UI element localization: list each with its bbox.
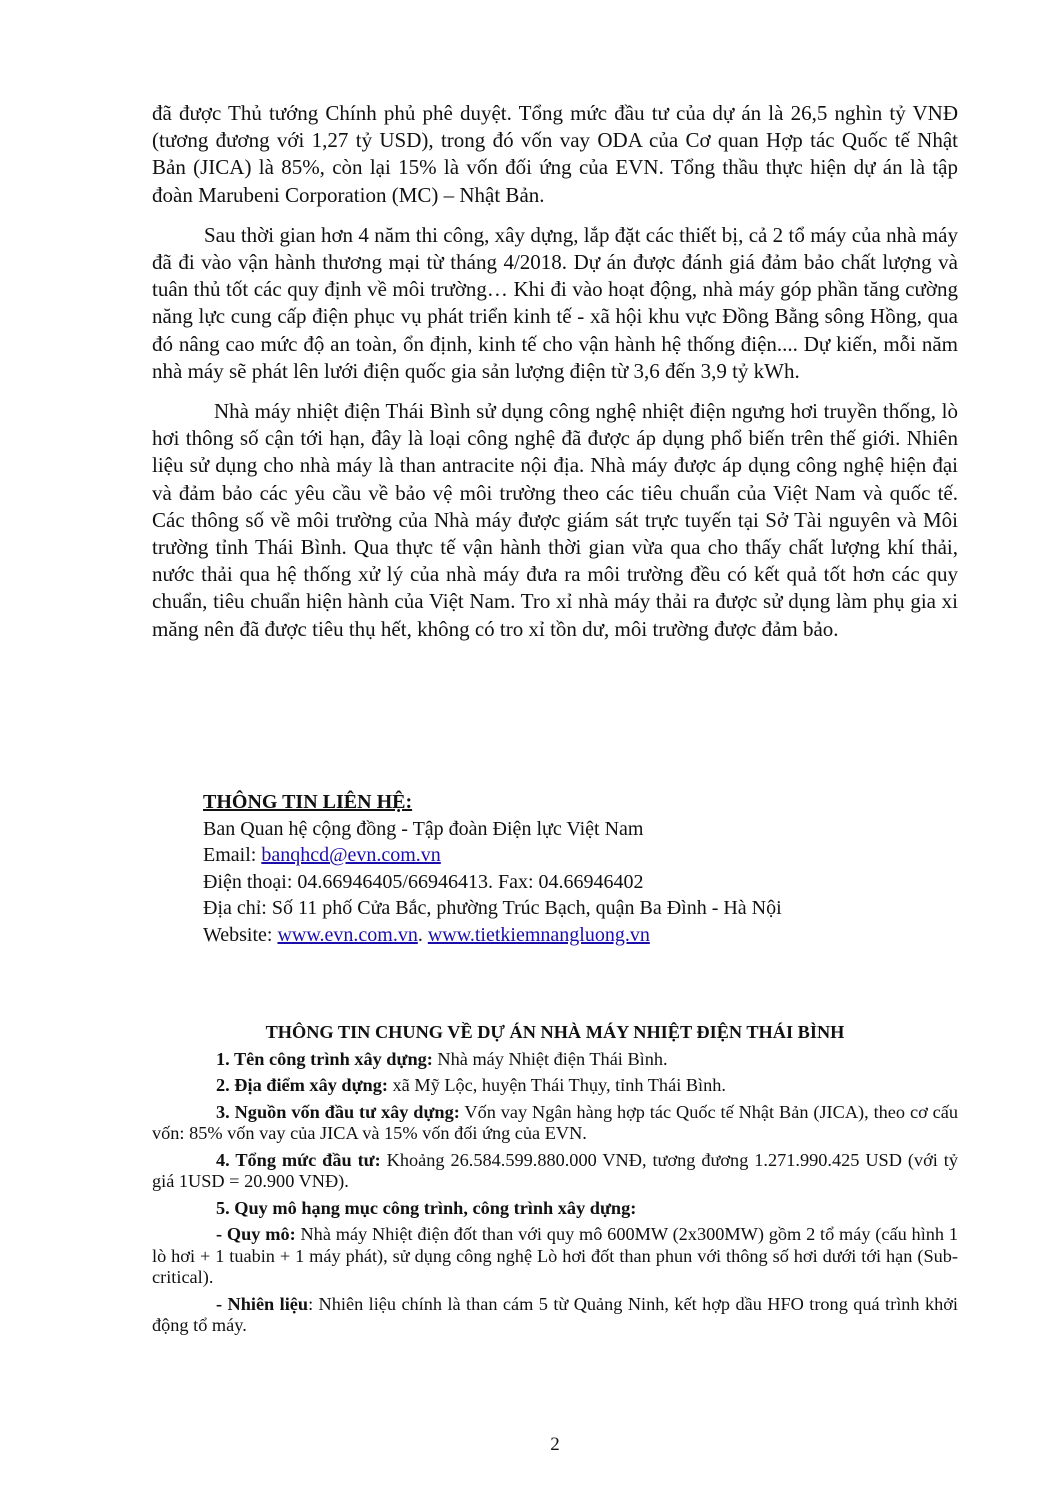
- project-heading: THÔNG TIN CHUNG VỀ DỰ ÁN NHÀ MÁY NHIỆT ĐIỆN THÁI BÌNH: [265, 1022, 845, 1042]
- item-text: Nhà máy Nhiệt điện Thái Bình.: [432, 1048, 668, 1069]
- item-label: 4. Tổng mức đầu tư:: [216, 1149, 381, 1170]
- project-item-name: [152, 1049, 958, 1071]
- website-link-tietkiem[interactable]: www.tietkiemnangluong.vn: [427, 923, 650, 946]
- item-text: : Nhiên liệu chính là than cám 5 từ Quảng Ninh, kết hợp dầu HFO trong quá trình khởi động tổ máy.: [152, 1293, 958, 1335]
- article-body: [152, 100, 958, 643]
- website-label: Website:: [203, 923, 278, 946]
- contact-info: [203, 789, 943, 948]
- item-label: 3. Nguồn vốn đầu tư xây dựng:: [216, 1101, 460, 1122]
- project-item-location: [152, 1075, 958, 1097]
- project-item-fuel: [152, 1294, 958, 1337]
- website-link-evn[interactable]: www.evn.com.vn: [277, 923, 418, 946]
- item-label: 2. Địa điểm xây dựng:: [216, 1075, 388, 1095]
- project-info: [152, 1022, 958, 1342]
- project-item-scale-heading: [152, 1198, 958, 1220]
- email-label: Email:: [203, 844, 262, 866]
- paragraph-technology: Nhà máy nhiệt điện Thái Bình sử dụng công nghệ nhiệt điện ngưng hơi truyền thống, lò hơi thông số cận tới hạn, đây là loại công nghệ đã được áp dụng phổ biến trên thế giới. Nhiên liệu sử dụng cho nhà máy là than antracite nội địa. Nhà máy được áp dụng công nghệ hiện đại và đảm bảo các yêu cầu về bảo vệ môi trường theo các tiêu chuẩn của Việt Nam và quốc tế. Các thông số về môi trường của Nhà máy được giám sát trực tuyến tại Sở Tài nguyên và Môi trường tỉnh Thái Bình. Qua thực tế vận hành thời gian vừa qua cho thấy chất lượng khí thải, nước thải qua hệ thống xử lý của nhà máy đưa ra môi trường đều có kết quả tốt hơn các quy chuẩn, tiêu chuẩn hiện hành của Việt Nam. Tro xỉ nhà máy thải ra được sử dụng làm phụ gia xi măng nên đã được tiêu thụ hết, không có tro xỉ tồn dư, môi trường được đảm bảo.: [152, 399, 958, 641]
- contact-organization: Ban Quan hệ cộng đồng - Tập đoàn Điện lực Việt Nam: [203, 817, 644, 840]
- contact-website-line: [203, 922, 943, 949]
- paragraph-continuation: đã được Thủ tướng Chính phủ phê duyệt. Tổng mức đầu tư của dự án là 26,5 nghìn tỷ VNĐ (tương đương với 1,27 tỷ USD), trong đó vốn vay ODA của Cơ quan Hợp tác Quốc tế Nhật Bản (JICA) là 85%, còn lại 15% là vốn đối ứng của EVN. Tổng thầu thực hiện dự án là tập đoàn Marubeni Corporation (MC) – Nhật Bản.: [152, 101, 958, 207]
- project-item-funding: [152, 1102, 958, 1145]
- item-label: - Quy mô:: [216, 1224, 296, 1244]
- item-label: 1. Tên công trình xây dựng:: [216, 1048, 433, 1069]
- item-text: Khoảng 26.584.599.880.000 VNĐ, tương đương 1.271.990.425 USD (với tỷ giá 1USD = 20.900 VNĐ).: [152, 1149, 958, 1191]
- contact-address: Địa chỉ: Số 11 phố Cửa Bắc, phường Trúc Bạch, quận Ba Đình - Hà Nội: [203, 897, 782, 919]
- item-text: Nhà máy Nhiệt điện đốt than với quy mô 600MW (2x300MW) gồm 2 tổ máy (cấu hình 1 lò hơi + 1 tuabin + 1 máy phát), sử dụng công nghệ Lò hơi đốt than phun với thông số hơi dưới tới hạn (Sub-critical).: [152, 1224, 958, 1287]
- item-text: xã Mỹ Lộc, huyện Thái Thụy, tỉnh Thái Bình.: [387, 1075, 726, 1095]
- item-label: - Nhiên liệu: [216, 1293, 309, 1314]
- item-label: 5. Quy mô hạng mục công trình, công trình xây dựng:: [216, 1197, 637, 1218]
- contact-email-line: [203, 842, 943, 869]
- item-text: Vốn vay Ngân hàng hợp tác Quốc tế Nhật Bản (JICA), theo cơ cấu vốn: 85% vốn vay của JICA và 15% vốn đối ứng của EVN.: [152, 1101, 958, 1143]
- page-number: 2: [550, 1434, 560, 1455]
- contact-phone: Điện thoại: 04.66946405/66946413. Fax: 04.66946402: [203, 870, 644, 893]
- paragraph-operation: Sau thời gian hơn 4 năm thi công, xây dựng, lắp đặt các thiết bị, cả 2 tổ máy của nhà máy đã đi vào vận hành thương mại từ tháng 4/2018. Dự án được đánh giá đảm bảo chất lượng và tuân thủ tốt các quy định về môi trường… Khi đi vào hoạt động, nhà máy góp phần tăng cường năng lực cung cấp điện phục vụ phát triển kinh tế - xã hội khu vực Đồng Bằng sông Hồng, qua đó nâng cao mức độ an toàn, ổn định, kinh tế cho vận hành hệ thống điện.... Dự kiến, mỗi năm nhà máy sẽ phát lên lưới điện quốc gia sản lượng điện từ 3,6 đến 3,9 tỷ kWh.: [152, 222, 958, 383]
- project-item-scale: [152, 1224, 958, 1289]
- contact-title: THÔNG TIN LIÊN HỆ:: [203, 791, 413, 813]
- website-separator: .: [417, 923, 428, 946]
- email-link[interactable]: banqhcd@evn.com.vn: [261, 844, 441, 866]
- project-item-investment: [152, 1150, 958, 1193]
